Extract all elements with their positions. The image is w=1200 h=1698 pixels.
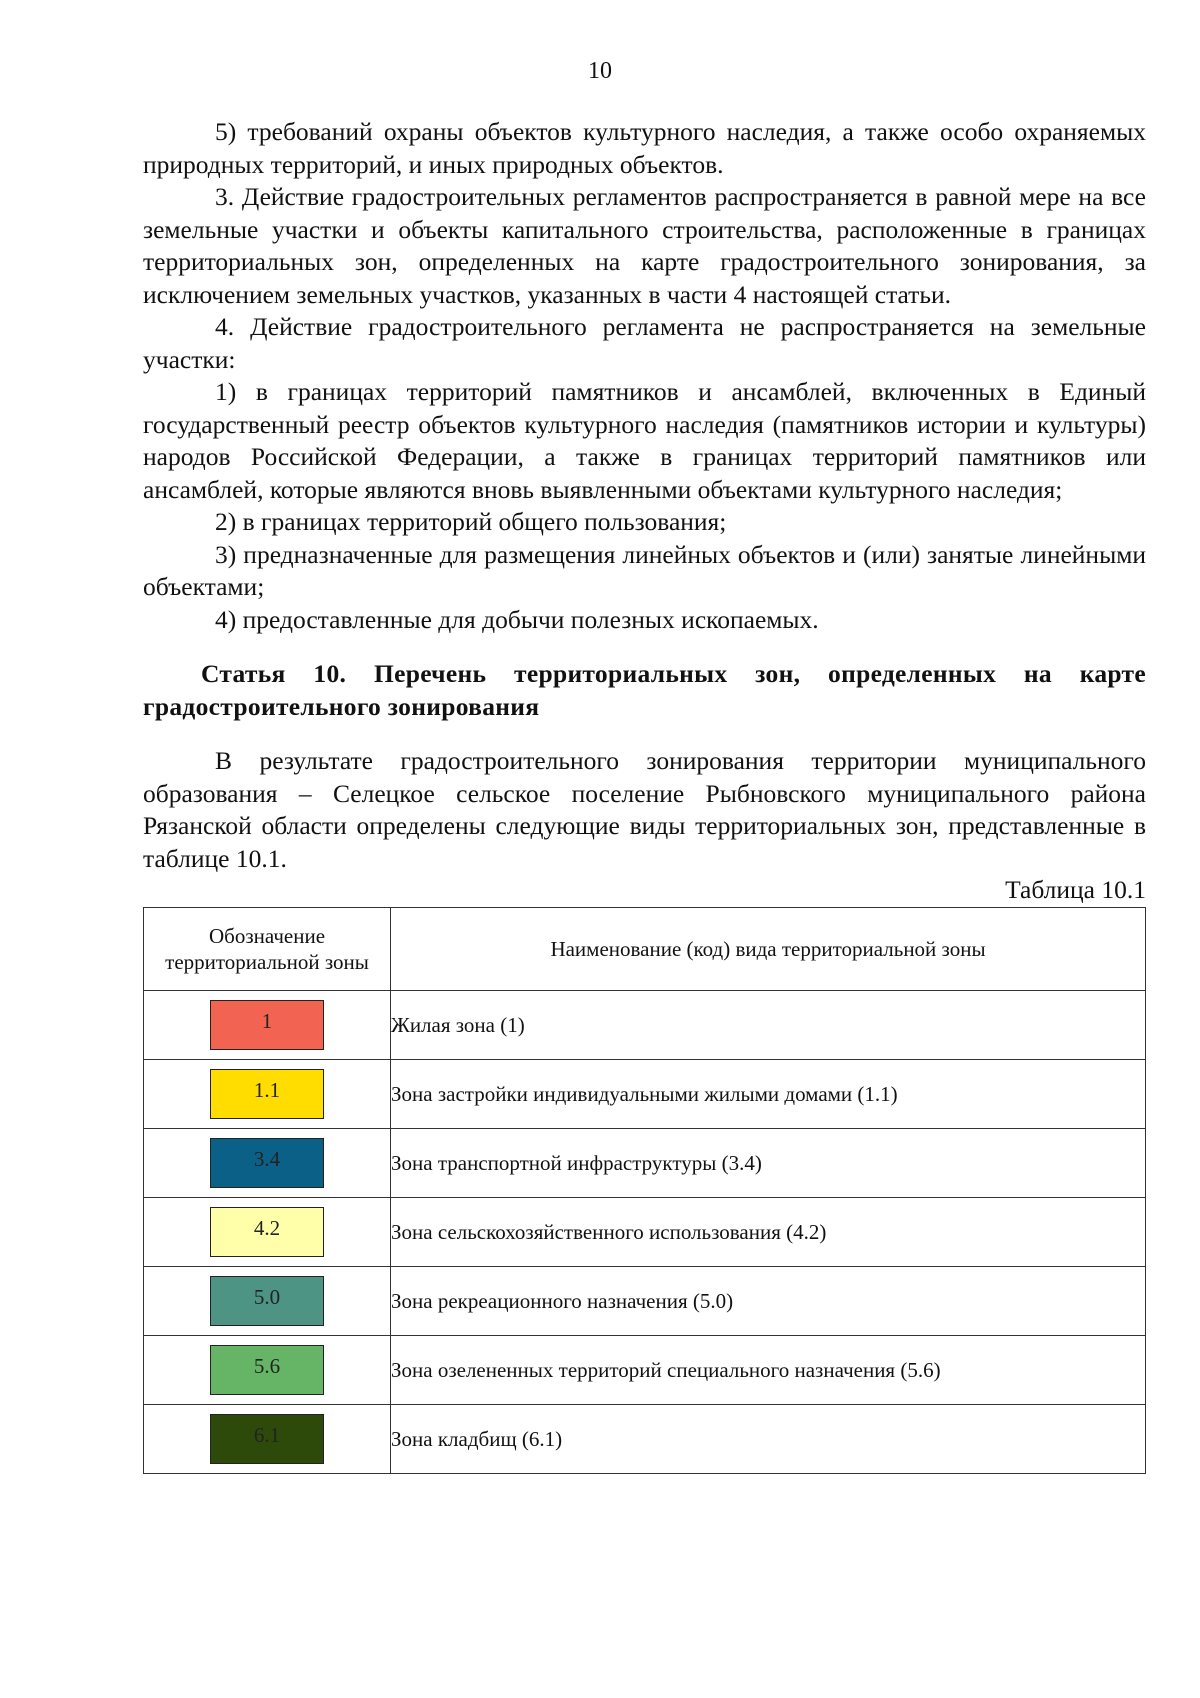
table-caption: Таблица 10.1	[1005, 875, 1146, 904]
zone-code-cell	[144, 1060, 391, 1129]
zone-color-swatch: 1	[210, 1000, 324, 1050]
header-zone-code: Обозначение территориальной зоны	[144, 908, 391, 991]
zone-code-cell	[144, 1336, 391, 1405]
table-row	[144, 1405, 1146, 1474]
zone-name-cell: Зона рекреационного назначения (5.0)	[391, 1267, 1146, 1336]
zone-code-cell	[144, 1129, 391, 1198]
zones-table	[143, 907, 1146, 1474]
paragraph: 4. Действие градостроительного регламента не распространяется на земельные участки:	[143, 312, 1146, 374]
zone-color-swatch: 5.6	[210, 1345, 324, 1395]
intro-paragraph: В результате градостроительного зонирования территории муниципального образования – Селецкое сельское поселение Рыбновского муниципального района Рязанской области определены следующие виды территориальных зон, представленные в таблице 10.1.	[143, 746, 1146, 873]
paragraph: 3. Действие градостроительных регламентов распространяется в равной мере на все земельные участки и объекты капитального строительства, расположенные в границах территориальных зон, определенных на карте градостроительного зонирования, за исключением земельных участков, указанных в части 4 настоящей статьи.	[143, 182, 1146, 309]
table-row	[144, 1267, 1146, 1336]
table-row	[144, 1129, 1146, 1198]
zone-name-cell: Зона сельскохозяйственного использования (4.2)	[391, 1198, 1146, 1267]
zone-code-cell	[144, 1267, 391, 1336]
zone-color-swatch: 1.1	[210, 1069, 324, 1119]
article-heading: Статья 10. Перечень территориальных зон, определенных на карте градостроительного зонирования	[143, 659, 1146, 721]
zone-code-cell	[144, 991, 391, 1060]
table-row	[144, 1198, 1146, 1267]
zone-code-cell	[144, 1405, 391, 1474]
paragraph: 3) предназначенные для размещения линейных объектов и (или) занятые линейными объектами;	[143, 539, 1146, 601]
zone-name-cell: Зона озелененных территорий специального назначения (5.6)	[391, 1336, 1146, 1405]
table-header-row	[144, 908, 1146, 991]
zone-name-cell: Зона кладбищ (6.1)	[391, 1405, 1146, 1474]
zone-color-swatch: 5.0	[210, 1276, 324, 1326]
paragraph: 1) в границах территорий памятников и ансамблей, включенных в Единый государственный реестр объектов культурного наследия (памятников истории и культуры) народов Российской Федерации, а также в границах территорий памятников или ансамблей, которые являются вновь выявленными объектами культурного наследия;	[143, 377, 1146, 504]
zone-code-cell	[144, 1198, 391, 1267]
table-body	[144, 991, 1146, 1474]
header-zone-name: Наименование (код) вида территориальной зоны	[391, 908, 1146, 991]
zone-name-cell: Жилая зона (1)	[391, 991, 1146, 1060]
paragraph: 2) в границах территорий общего пользования;	[215, 507, 727, 536]
page-number: 10	[588, 58, 612, 84]
zone-color-swatch: 6.1	[210, 1414, 324, 1464]
table-row	[144, 1060, 1146, 1129]
table-row	[144, 1336, 1146, 1405]
table-row	[144, 991, 1146, 1060]
zone-color-swatch: 3.4	[210, 1138, 324, 1188]
zone-name-cell: Зона застройки индивидуальными жилыми домами (1.1)	[391, 1060, 1146, 1129]
zone-name-cell: Зона транспортной инфраструктуры (3.4)	[391, 1129, 1146, 1198]
zone-color-swatch: 4.2	[210, 1207, 324, 1257]
paragraph: 4) предоставленные для добычи полезных ископаемых.	[215, 604, 819, 634]
document-body	[143, 116, 1146, 1474]
paragraph: 5) требований охраны объектов культурного наследия, а также особо охраняемых природных территорий, и иных природных объектов.	[143, 117, 1146, 179]
